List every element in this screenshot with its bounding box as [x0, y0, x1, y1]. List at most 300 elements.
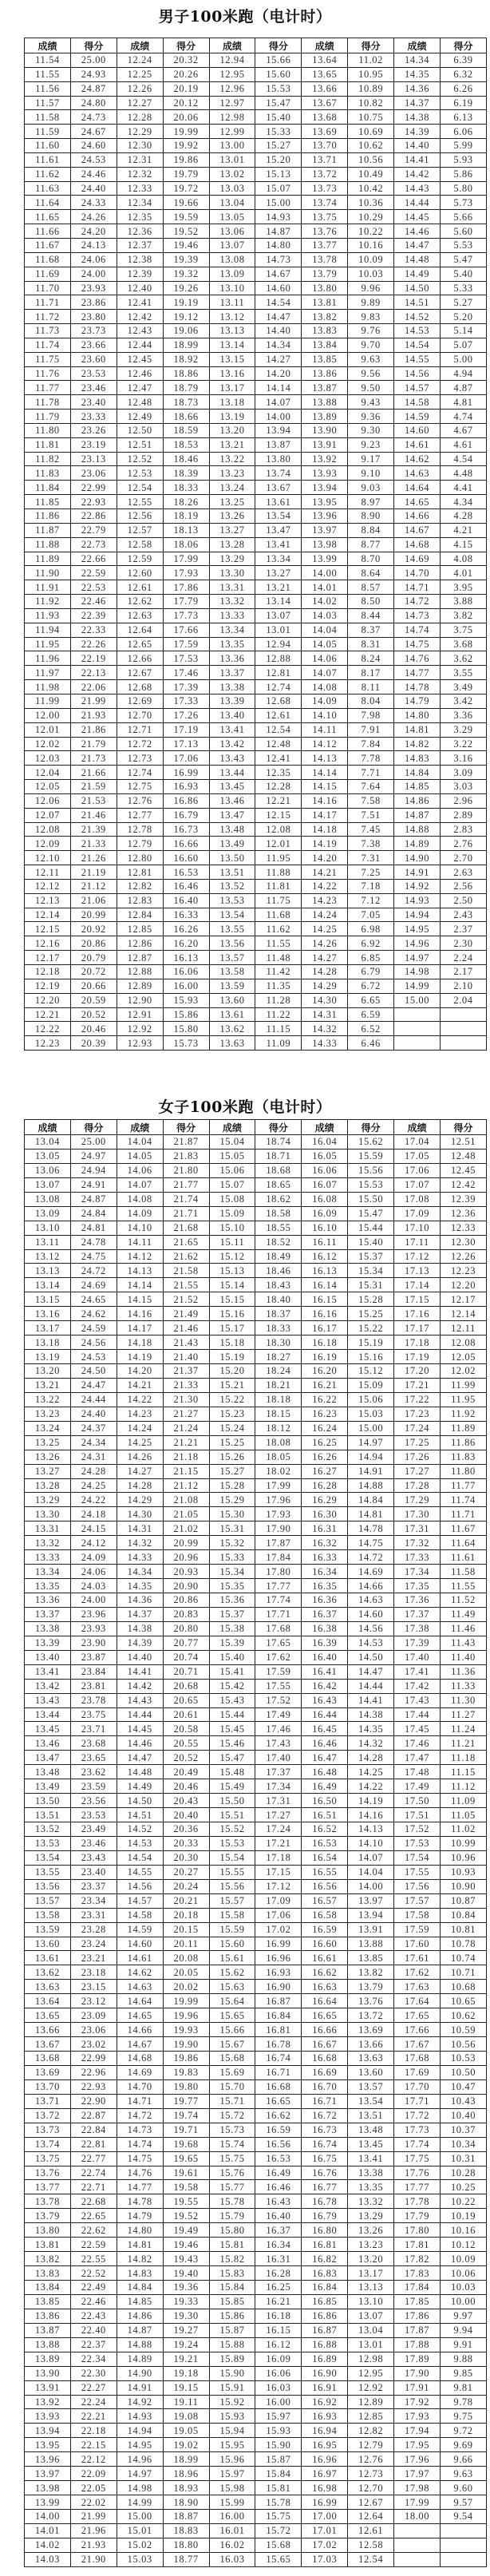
score-cell: 23.73 [70, 324, 117, 338]
table-row [25, 481, 487, 495]
time-cell: 17.14 [394, 1278, 441, 1292]
header-score: 得分 [441, 1120, 487, 1135]
score-cell: 13.17 [348, 2266, 394, 2281]
time-cell: 14.27 [302, 951, 348, 965]
table-row [25, 1579, 487, 1593]
score-cell: 9.97 [441, 2309, 487, 2323]
score-cell: 14.00 [255, 410, 302, 424]
score-cell: 21.53 [70, 793, 117, 808]
time-cell: 15.19 [209, 1350, 255, 1364]
score-cell: 19.52 [163, 224, 209, 239]
time-cell: 13.72 [25, 2108, 71, 2123]
time-cell: 14.19 [302, 837, 348, 851]
time-cell: 13.04 [25, 1135, 71, 1150]
time-cell: 13.28 [209, 537, 255, 552]
score-cell: 10.28 [441, 2166, 487, 2180]
score-cell: 16.40 [163, 893, 209, 908]
score-cell: 19.90 [163, 2037, 209, 2052]
score-cell: 9.78 [441, 2395, 487, 2409]
time-cell: 13.99 [302, 552, 348, 566]
score-cell: 23.40 [70, 1865, 117, 1879]
score-cell: 22.06 [70, 680, 117, 694]
score-cell: 17.96 [255, 1493, 302, 1507]
score-cell: 13.10 [348, 2294, 394, 2309]
time-cell: 17.01 [302, 2523, 348, 2538]
time-cell: 11.84 [25, 481, 71, 495]
time-cell: 13.52 [209, 879, 255, 893]
score-cell: 15.50 [348, 1192, 394, 1206]
time-cell: 13.43 [25, 1693, 71, 1707]
score-cell: 20.99 [70, 908, 117, 922]
score-cell: 5.53 [441, 238, 487, 252]
table-row [25, 2108, 487, 2123]
time-cell: 12.04 [25, 766, 71, 780]
score-cell: 12.28 [255, 780, 302, 794]
score-cell: 14.35 [348, 1722, 394, 1736]
score-cell: 18.68 [255, 1163, 302, 1177]
time-cell: 16.10 [302, 1221, 348, 1235]
score-cell: 22.13 [70, 666, 117, 680]
time-cell: 13.33 [209, 608, 255, 623]
score-cell: 14.60 [255, 281, 302, 295]
score-cell: 20.99 [163, 1536, 209, 1550]
score-cell: 3.82 [441, 608, 487, 623]
time-cell: 12.62 [117, 595, 163, 609]
score-cell: 19.58 [163, 2180, 209, 2194]
score-cell: 23.37 [70, 1879, 117, 1893]
time-cell: 17.40 [394, 1650, 441, 1664]
score-cell: 17.90 [255, 1521, 302, 1536]
score-cell: 21.79 [70, 737, 117, 751]
time-cell: 17.11 [394, 1235, 441, 1249]
table-row [25, 2409, 487, 2424]
score-cell: 10.50 [441, 2065, 487, 2079]
score-cell: 15.16 [348, 1350, 394, 1364]
score-cell: 22.62 [70, 2223, 117, 2238]
score-cell: 22.05 [70, 2481, 117, 2495]
score-cell: 18.66 [163, 410, 209, 424]
score-cell: 23.12 [70, 1994, 117, 2008]
score-cell: 13.76 [348, 1994, 394, 2008]
time-cell: 12.80 [117, 851, 163, 865]
time-cell: 12.54 [117, 481, 163, 495]
score-cell: 24.81 [70, 1221, 117, 1235]
time-cell: 15.33 [209, 1550, 255, 1565]
score-cell: 13.79 [348, 1980, 394, 1994]
score-cell: 16.00 [163, 979, 209, 993]
score-cell: 23.33 [70, 410, 117, 424]
score-cell: 20.05 [163, 1965, 209, 1980]
time-cell: 12.51 [117, 437, 163, 452]
table-row [25, 1736, 487, 1751]
time-cell: 14.43 [117, 1693, 163, 1707]
score-cell: 11.27 [441, 1707, 487, 1722]
score-cell: 13.07 [348, 2309, 394, 2323]
score-cell: 20.68 [163, 1679, 209, 1693]
time-cell: 17.28 [394, 1478, 441, 1493]
score-cell: 9.63 [441, 2467, 487, 2481]
time-cell: 15.17 [209, 1321, 255, 1335]
score-cell: 24.00 [70, 267, 117, 281]
score-cell: 20.32 [163, 53, 209, 68]
score-cell: 18.92 [163, 352, 209, 366]
time-cell: 14.21 [117, 1378, 163, 1392]
score-cell: 14.66 [348, 1579, 394, 1593]
score-cell: 21.96 [70, 2523, 117, 2538]
women-100m-title: 女子100米跑（电计时） [158, 1098, 332, 1116]
time-cell: 13.59 [25, 1922, 71, 1937]
score-cell: 20.06 [163, 110, 209, 125]
score-cell: 15.93 [255, 2424, 302, 2438]
score-cell: 3.03 [441, 780, 487, 794]
table-row [25, 1621, 487, 1636]
table-row [25, 452, 487, 466]
score-cell: 20.15 [163, 1922, 209, 1937]
time-cell: 13.11 [25, 1235, 71, 1249]
time-cell: 14.39 [394, 125, 441, 139]
time-cell: 14.59 [117, 1922, 163, 1937]
score-cell: 9.30 [348, 423, 394, 437]
time-cell: 12.93 [117, 1036, 163, 1051]
time-cell: 14.14 [117, 1278, 163, 1292]
time-cell: 12.50 [117, 423, 163, 437]
time-cell: 16.58 [302, 1908, 348, 1922]
time-cell: 17.65 [394, 2008, 441, 2023]
time-cell: 13.09 [25, 1206, 71, 1221]
score-cell: 13.01 [348, 2337, 394, 2352]
time-cell: 14.50 [117, 1794, 163, 1808]
score-cell: 23.80 [70, 310, 117, 324]
score-cell: 22.99 [70, 481, 117, 495]
time-cell: 13.71 [25, 2094, 71, 2108]
score-cell: 11.52 [441, 1593, 487, 1608]
time-cell: 13.47 [209, 808, 255, 822]
score-cell: 11.15 [441, 1765, 487, 1779]
score-cell: 24.34 [70, 1435, 117, 1450]
score-cell: 8.70 [348, 552, 394, 566]
time-cell: 12.22 [25, 1022, 71, 1036]
score-cell: 22.18 [70, 2424, 117, 2438]
score-cell: 11.21 [441, 1736, 487, 1751]
time-cell: 14.34 [394, 53, 441, 68]
time-cell: 13.23 [209, 466, 255, 481]
score-cell: 22.84 [70, 2123, 117, 2137]
time-cell: 14.97 [117, 2467, 163, 2481]
score-cell: 24.53 [70, 152, 117, 167]
table-row [25, 2510, 487, 2524]
score-cell: 17.33 [163, 694, 209, 708]
score-cell: 21.02 [163, 1521, 209, 1536]
score-cell: 11.36 [441, 1664, 487, 1679]
score-cell: 11.71 [441, 1507, 487, 1521]
time-cell: 16.65 [302, 2008, 348, 2023]
time-cell: 13.86 [302, 366, 348, 381]
score-cell: 16.40 [255, 2209, 302, 2223]
time-cell: 16.80 [302, 2223, 348, 2238]
time-cell: 13.59 [209, 979, 255, 993]
score-cell: 13.29 [348, 2209, 394, 2223]
table-row [25, 2552, 487, 2566]
time-cell: 13.38 [209, 680, 255, 694]
time-cell: 17.52 [394, 1822, 441, 1837]
score-cell: 9.17 [348, 452, 394, 466]
score-cell: 18.12 [255, 1421, 302, 1435]
table-row [25, 1206, 487, 1221]
time-cell: 11.91 [25, 580, 71, 595]
time-cell: 14.52 [117, 1822, 163, 1837]
score-cell: 15.40 [348, 1235, 394, 1249]
score-cell: 17.74 [255, 1593, 302, 1608]
score-cell: 17.06 [255, 1908, 302, 1922]
time-cell: 13.80 [25, 2223, 71, 2238]
score-cell: 9.54 [441, 2510, 487, 2524]
score-cell: 10.16 [441, 2223, 487, 2238]
time-cell: 13.41 [25, 1664, 71, 1679]
score-cell: 14.47 [255, 310, 302, 324]
score-cell: 23.40 [70, 395, 117, 410]
score-cell: 8.44 [348, 608, 394, 623]
time-cell: 11.68 [25, 252, 71, 267]
time-cell: 14.42 [394, 167, 441, 181]
table-row [25, 2065, 487, 2079]
time-cell: 14.68 [117, 2052, 163, 2066]
time-cell: 13.13 [209, 324, 255, 338]
score-cell: 16.93 [163, 780, 209, 794]
time-cell: 14.05 [117, 1149, 163, 1163]
score-cell: 17.59 [163, 637, 209, 651]
score-cell: 24.12 [70, 1536, 117, 1550]
score-cell: 23.53 [70, 366, 117, 381]
time-cell: 16.40 [302, 1650, 348, 1664]
score-cell: 18.99 [163, 338, 209, 352]
score-cell: 3.75 [441, 623, 487, 637]
score-cell: 14.19 [348, 1794, 394, 1808]
table-row [25, 2438, 487, 2452]
score-cell: 2.63 [441, 865, 487, 880]
score-cell: 12.70 [348, 2481, 394, 2495]
time-cell: 12.05 [25, 780, 71, 794]
score-cell: 10.19 [441, 2209, 487, 2223]
time-cell: 13.66 [25, 2023, 71, 2037]
score-cell: 6.85 [348, 951, 394, 965]
time-cell: 12.27 [117, 96, 163, 110]
score-cell: 17.37 [255, 1765, 302, 1779]
table-row [25, 395, 487, 410]
table-row [25, 1664, 487, 1679]
score-cell: 10.93 [441, 1865, 487, 1879]
table-row [25, 1149, 487, 1163]
time-cell: 14.95 [117, 2438, 163, 2452]
score-cell: 12.61 [348, 2523, 394, 2538]
score-cell: 12.11 [441, 1321, 487, 1335]
score-cell: 2.30 [441, 936, 487, 951]
score-cell: 23.26 [70, 423, 117, 437]
table-row [25, 509, 487, 524]
score-cell: 14.07 [348, 1850, 394, 1865]
time-cell: 15.88 [209, 2337, 255, 2352]
score-cell: 11.40 [441, 1650, 487, 1664]
score-cell: 20.40 [163, 1808, 209, 1822]
score-cell: 23.96 [70, 1607, 117, 1621]
score-cell: 10.25 [441, 2180, 487, 2194]
time-cell: 16.95 [302, 2438, 348, 2452]
time-cell: 16.00 [209, 2510, 255, 2524]
time-cell: 13.51 [25, 1808, 71, 1822]
score-cell: 24.87 [70, 1192, 117, 1206]
time-cell: 13.32 [209, 595, 255, 609]
time-cell: 15.04 [209, 1135, 255, 1150]
score-cell: 24.26 [70, 210, 117, 224]
score-cell: 23.02 [70, 2037, 117, 2052]
time-cell: 14.73 [394, 608, 441, 623]
score-cell: 24.09 [70, 1550, 117, 1565]
time-cell: 17.03 [302, 2552, 348, 2566]
time-cell: 13.32 [25, 1536, 71, 1550]
score-cell: 16.43 [255, 2194, 302, 2209]
score-cell: 2.04 [441, 993, 487, 1007]
time-cell: 16.29 [302, 1493, 348, 1507]
time-cell: 16.01 [209, 2523, 255, 2538]
time-cell: 17.73 [394, 2123, 441, 2137]
score-cell: 17.55 [255, 1679, 302, 1693]
table-row [25, 1007, 487, 1022]
score-cell: 5.47 [441, 252, 487, 267]
table-row [25, 2323, 487, 2337]
score-cell: 17.19 [163, 722, 209, 737]
time-cell: 14.85 [117, 2294, 163, 2309]
score-cell: 12.85 [348, 2409, 394, 2424]
header-time: 成绩 [117, 38, 163, 53]
score-cell: 8.17 [348, 666, 394, 680]
time-cell: 13.77 [302, 238, 348, 252]
score-cell: 15.53 [348, 1177, 394, 1192]
time-cell: 12.45 [117, 352, 163, 366]
time-cell: 14.03 [25, 2552, 71, 2566]
time-cell: 16.75 [302, 2151, 348, 2166]
score-cell: 17.93 [255, 1507, 302, 1521]
score-cell: 21.24 [163, 1421, 209, 1435]
time-cell: 14.94 [117, 2424, 163, 2438]
score-cell: 15.68 [255, 2538, 302, 2552]
score-cell: 7.51 [348, 808, 394, 822]
score-cell: 17.26 [163, 708, 209, 722]
time-cell: 12.29 [117, 125, 163, 139]
table-row [25, 295, 487, 310]
time-cell: 13.79 [25, 2209, 71, 2223]
time-cell: 13.24 [25, 1421, 71, 1435]
score-cell: 8.97 [348, 495, 394, 509]
score-cell: 7.78 [348, 751, 394, 766]
time-cell: 14.48 [117, 1765, 163, 1779]
time-cell: 16.11 [302, 1235, 348, 1249]
score-cell: 20.92 [70, 922, 117, 936]
time-cell: 14.38 [117, 1621, 163, 1636]
time-cell: 13.13 [25, 1264, 71, 1278]
score-cell: 20.26 [163, 67, 209, 81]
table-row [25, 2366, 487, 2380]
time-cell: 13.16 [25, 1307, 71, 1321]
table-row [25, 751, 487, 766]
time-cell: 11.74 [25, 338, 71, 352]
time-cell: 13.83 [25, 2266, 71, 2281]
score-cell: 21.19 [70, 865, 117, 880]
time-cell: 17.88 [394, 2337, 441, 2352]
time-cell: 15.62 [209, 1965, 255, 1980]
table-row [25, 224, 487, 239]
time-cell: 13.42 [209, 737, 255, 751]
table-row [25, 1350, 487, 1364]
score-cell: 18.13 [163, 523, 209, 537]
time-cell: 11.78 [25, 395, 71, 410]
score-cell: 13.20 [348, 2252, 394, 2266]
time-cell: 17.04 [394, 1135, 441, 1150]
time-cell: 12.98 [209, 110, 255, 125]
time-cell: 12.36 [117, 224, 163, 239]
score-cell: 17.77 [255, 1579, 302, 1593]
table-row [25, 1980, 487, 1994]
score-cell: 22.59 [70, 566, 117, 580]
score-cell: 19.77 [163, 2094, 209, 2108]
score-cell: 3.09 [441, 766, 487, 780]
score-cell: 17.86 [163, 580, 209, 595]
time-cell: 13.33 [25, 1550, 71, 1565]
time-cell: 14.86 [394, 793, 441, 808]
time-cell: 12.67 [117, 666, 163, 680]
time-cell: 12.78 [117, 822, 163, 837]
score-cell: 24.13 [70, 238, 117, 252]
score-cell: 22.40 [70, 2323, 117, 2337]
score-cell: 23.43 [70, 1850, 117, 1865]
time-cell: 17.21 [394, 1378, 441, 1392]
table-row [25, 1593, 487, 1608]
score-cell: 11.62 [255, 922, 302, 936]
score-cell: 15.65 [255, 2552, 302, 2566]
score-cell: 20.77 [163, 1636, 209, 1650]
score-cell: 10.62 [441, 2008, 487, 2023]
time-cell: 13.10 [25, 1221, 71, 1235]
score-cell: 24.65 [70, 1292, 117, 1307]
score-cell: 21.06 [70, 893, 117, 908]
time-cell: 17.74 [394, 2137, 441, 2151]
time-cell: 14.74 [117, 2137, 163, 2151]
time-cell: 14.38 [394, 110, 441, 125]
score-cell: 16.53 [255, 2151, 302, 2166]
score-cell: 12.79 [348, 2438, 394, 2452]
time-cell: 14.37 [117, 1607, 163, 1621]
time-cell: 15.22 [209, 1392, 255, 1407]
header-time: 成绩 [117, 1120, 163, 1135]
score-cell: 11.95 [441, 1392, 487, 1407]
table-row [25, 837, 487, 851]
time-cell: 12.01 [25, 722, 71, 737]
time-cell: 15.99 [209, 2495, 255, 2510]
score-cell: 20.61 [163, 1707, 209, 1722]
time-cell: 13.22 [25, 1392, 71, 1407]
score-cell: 20.30 [163, 1850, 209, 1865]
time-cell: 16.92 [302, 2395, 348, 2409]
time-cell: 13.29 [25, 1493, 71, 1507]
time-cell: 17.25 [394, 1435, 441, 1450]
score-cell: 19.93 [163, 2023, 209, 2037]
time-cell: 17.79 [394, 2209, 441, 2223]
score-cell: 20.08 [163, 1951, 209, 1965]
time-cell: 17.51 [394, 1808, 441, 1822]
score-cell: 18.90 [163, 2495, 209, 2510]
score-cell: 23.15 [70, 1980, 117, 1994]
time-cell: 16.74 [302, 2137, 348, 2151]
time-cell: 16.42 [302, 1679, 348, 1693]
time-cell: 17.50 [394, 1794, 441, 1808]
